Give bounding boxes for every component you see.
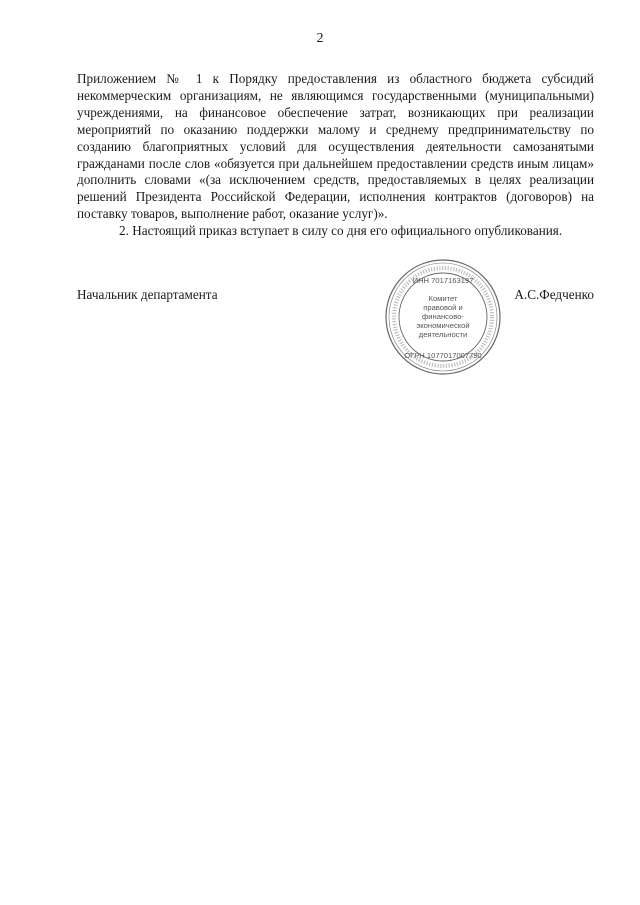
page-number: 2 xyxy=(316,31,324,46)
body-paragraph: 2. Настоящий приказ вступает в силу со дня его официального опубликования. xyxy=(119,223,563,239)
signer-name: А.С.Федченко xyxy=(514,287,594,302)
stamp-ogrn: ОГРН 1077017007790 xyxy=(404,351,482,360)
official-stamp xyxy=(383,257,503,377)
stamp-org-line: экономической xyxy=(416,321,470,330)
document-body xyxy=(77,71,594,240)
stamp-org-line: правовой и xyxy=(423,303,463,312)
stamp-org-line: финансово- xyxy=(422,312,464,321)
stamp-inn: ИНН 7017163197 xyxy=(412,276,474,285)
body-paragraph: Приложением № 1 к Порядку предоставления из областного бюджета субсидий некоммерческим организациям, не являющимся государственными (муниципальными) учреждениями, на финансовое обеспечение затрат, возникающих при реализации мероприятий по оказанию поддержки малому и среднему предпринимательству по созданию благоприятных условий для осуществления деятельности самозанятыми гражданами после слов «обязуется при дальнейшем предоставлении средств иным лицам» дополнить словами «(за исключением средств, предоставляемых в целях реализации решений Президента Российской Федерации, исполнения контрактов (договоров) на поставку товаров, выполнение работ, оказание услуг)». xyxy=(77,71,594,222)
stamp-org-line: Комитет xyxy=(428,294,458,303)
stamp-org-line: деятельности xyxy=(418,330,468,339)
signer-title: Начальник департамента xyxy=(77,287,218,302)
